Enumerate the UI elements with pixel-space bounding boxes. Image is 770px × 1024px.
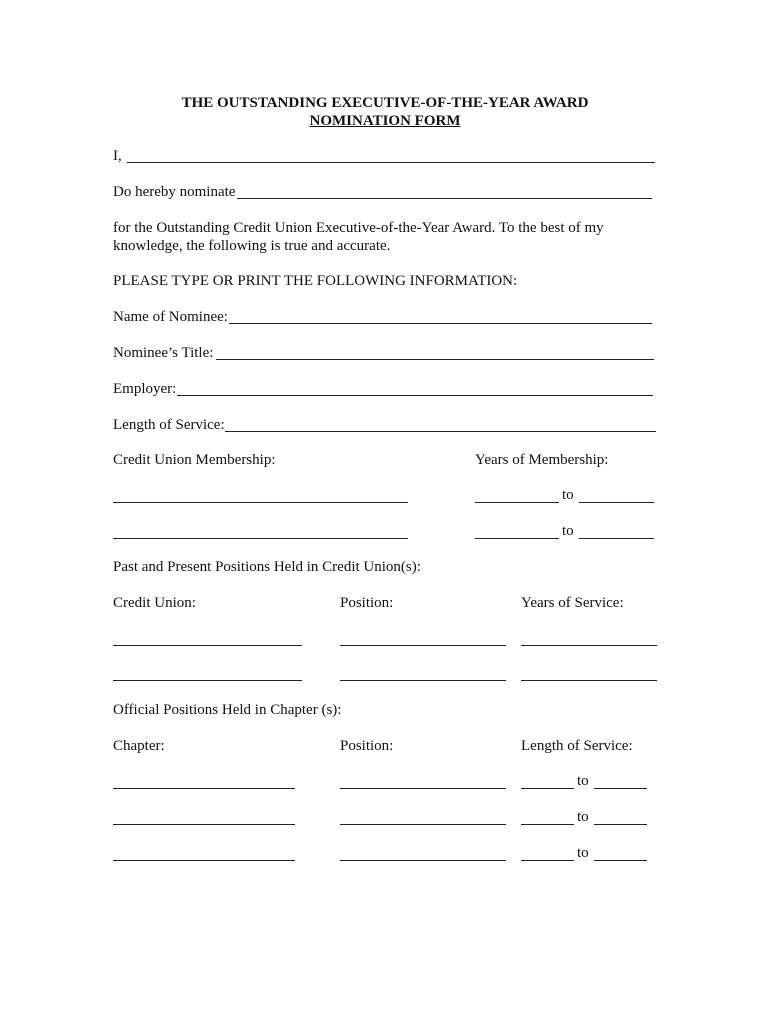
chapter-from-field-1[interactable]	[521, 788, 574, 789]
chapter-heading: Official Positions Held in Chapter (s):	[113, 702, 342, 718]
chapter-position-field-3[interactable]	[340, 860, 506, 861]
nominee-title-field[interactable]	[216, 359, 654, 360]
form-subtitle-wrap	[0, 112, 770, 130]
length-of-service-label: Length of Service:	[113, 417, 225, 433]
position-field-1[interactable]	[340, 645, 506, 646]
chapter-field-3[interactable]	[113, 860, 295, 861]
col-length-of-service-label: Length of Service:	[521, 738, 633, 754]
membership-to-field-1[interactable]	[579, 502, 654, 503]
i-name-field[interactable]	[127, 162, 655, 163]
position-field-2[interactable]	[340, 680, 506, 681]
chapter-to-field-2[interactable]	[594, 824, 647, 825]
col-chapter-position-label: Position:	[340, 738, 394, 754]
i-label: I,	[113, 148, 122, 164]
instructions: PLEASE TYPE OR PRINT THE FOLLOWING INFORMATION:	[113, 273, 518, 289]
membership-credit-union-field-2[interactable]	[113, 538, 408, 539]
position-years-field-2[interactable]	[521, 680, 657, 681]
name-of-nominee-field[interactable]	[229, 323, 652, 324]
chapter-from-field-2[interactable]	[521, 824, 574, 825]
nominate-label: Do hereby nominate	[113, 184, 236, 200]
position-years-field-1[interactable]	[521, 645, 657, 646]
col-chapter-label: Chapter:	[113, 738, 165, 754]
position-credit-union-field-1[interactable]	[113, 645, 302, 646]
employer-label: Employer:	[113, 381, 177, 397]
employer-field[interactable]	[177, 395, 653, 396]
col-years-of-service-label: Years of Service:	[521, 595, 624, 611]
positions-heading: Past and Present Positions Held in Credit Union(s):	[113, 559, 421, 575]
col-credit-union-label: Credit Union:	[113, 595, 196, 611]
to-label: to	[577, 845, 589, 861]
chapter-field-2[interactable]	[113, 824, 295, 825]
membership-from-field-2[interactable]	[475, 538, 559, 539]
statement-line-2: knowledge, the following is true and accurate.	[113, 238, 391, 254]
to-label: to	[577, 809, 589, 825]
statement-line-1: for the Outstanding Credit Union Executive-of-the-Year Award. To the best of my	[113, 220, 604, 236]
position-credit-union-field-2[interactable]	[113, 680, 302, 681]
membership-from-field-1[interactable]	[475, 502, 559, 503]
chapter-from-field-3[interactable]	[521, 860, 574, 861]
years-of-membership-label: Years of Membership:	[475, 452, 609, 468]
to-label: to	[577, 773, 589, 789]
to-label: to	[562, 487, 574, 503]
chapter-position-field-2[interactable]	[340, 824, 506, 825]
form-title: THE OUTSTANDING EXECUTIVE-OF-THE-YEAR AWARD	[181, 95, 589, 111]
nominee-title-label: Nominee’s Title:	[113, 345, 214, 361]
chapter-position-field-1[interactable]	[340, 788, 506, 789]
to-label: to	[562, 523, 574, 539]
nominee-field[interactable]	[237, 198, 652, 199]
membership-credit-union-field-1[interactable]	[113, 502, 408, 503]
chapter-to-field-3[interactable]	[594, 860, 647, 861]
chapter-field-1[interactable]	[113, 788, 295, 789]
form-subtitle: NOMINATION FORM	[309, 113, 461, 129]
credit-union-membership-label: Credit Union Membership:	[113, 452, 276, 468]
membership-to-field-2[interactable]	[579, 538, 654, 539]
length-of-service-field[interactable]	[225, 431, 656, 432]
col-position-label: Position:	[340, 595, 394, 611]
name-of-nominee-label: Name of Nominee:	[113, 309, 228, 325]
chapter-to-field-1[interactable]	[594, 788, 647, 789]
